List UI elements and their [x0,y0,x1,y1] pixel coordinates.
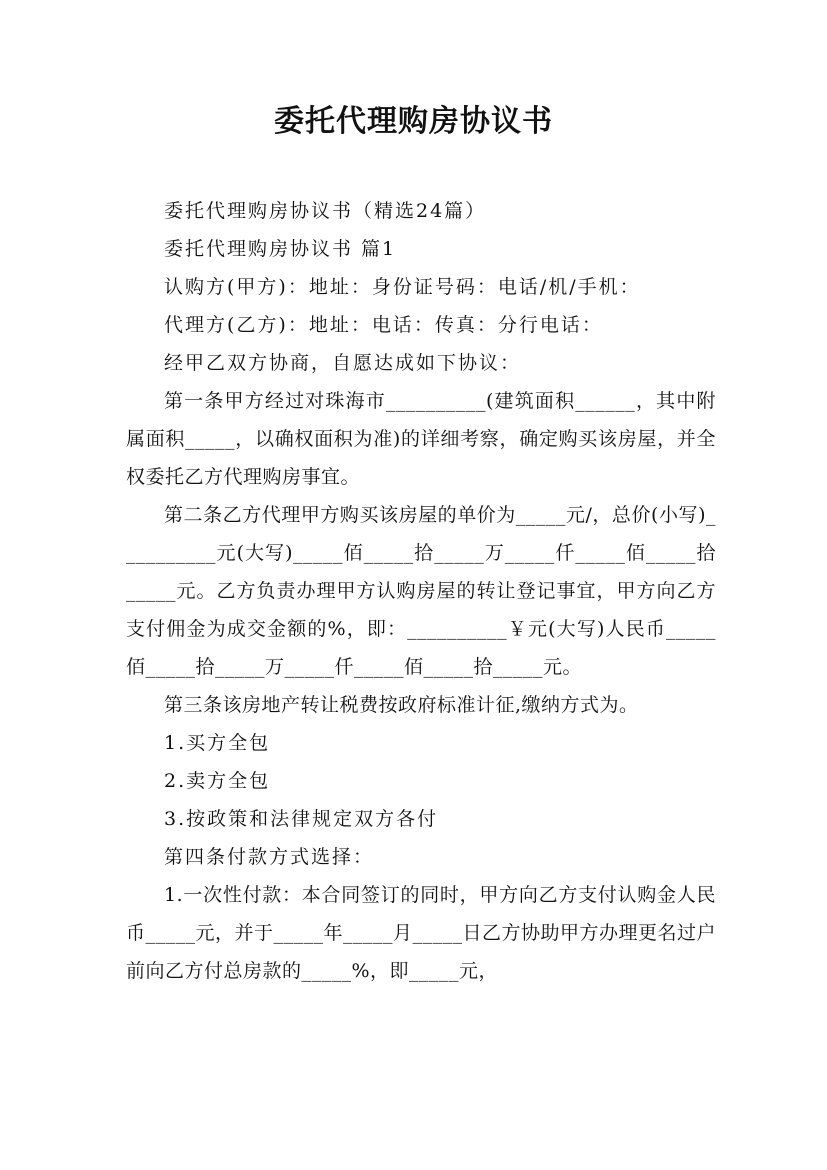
paragraph-section-heading: 委托代理购房协议书 篇1 [164,238,397,260]
paragraph-article-3: 第三条该房地产转让税费按政府标准计征,缴纳方式为。 [164,694,639,716]
paragraph-party-b: 代理方(乙方)：地址：电话：传真：分行电话： [164,314,603,336]
paragraph-article-4: 第四条付款方式选择： [164,846,375,868]
paragraph-payment-option-1: 1.一次性付款：本合同签订的同时，甲方向乙方支付认购金人民币_____元，并于_____年_____月_____日乙方协助甲方办理更名过户前向乙方付总房款的_____%，即_____元， [126,884,717,982]
paragraph-article-1: 第一条甲方经过对珠海市__________(建筑面积______，其中附属面积_____，以确权面积为准)的详细考察，确定购买该房屋，并全权委托乙方代理购房事宜。 [126,390,716,488]
paragraph-subtitle: 委托代理购房协议书（精选24篇） [164,200,487,222]
paragraph-article-2: 第二条乙方代理甲方购买该房屋的单价为_____元/，总价(小写)__________元(大写)_____佰_____拾_____万_____仟_____佰_____拾_____元。乙方负责办理甲方认购房屋的转让登记事宜，甲方向乙方支付佣金为成交金额的%，即：__________￥元(大写)人民币_____佰_____拾_____万_____仟_____佰_____拾_____元。 [126,504,716,678]
document-body [126,192,716,990]
paragraph-option-2: 2.卖方全包 [164,770,271,792]
document-title: 委托代理购房协议书 [274,104,553,139]
paragraph-agreement-intro: 经甲乙双方协商，自愿达成如下协议： [164,352,522,374]
paragraph-option-1: 1.买方全包 [164,732,271,754]
paragraph-party-a: 认购方(甲方)：地址：身份证号码：电话/机/手机： [164,276,641,298]
paragraph-option-3: 3.按政策和法律规定双方各付 [164,808,439,830]
